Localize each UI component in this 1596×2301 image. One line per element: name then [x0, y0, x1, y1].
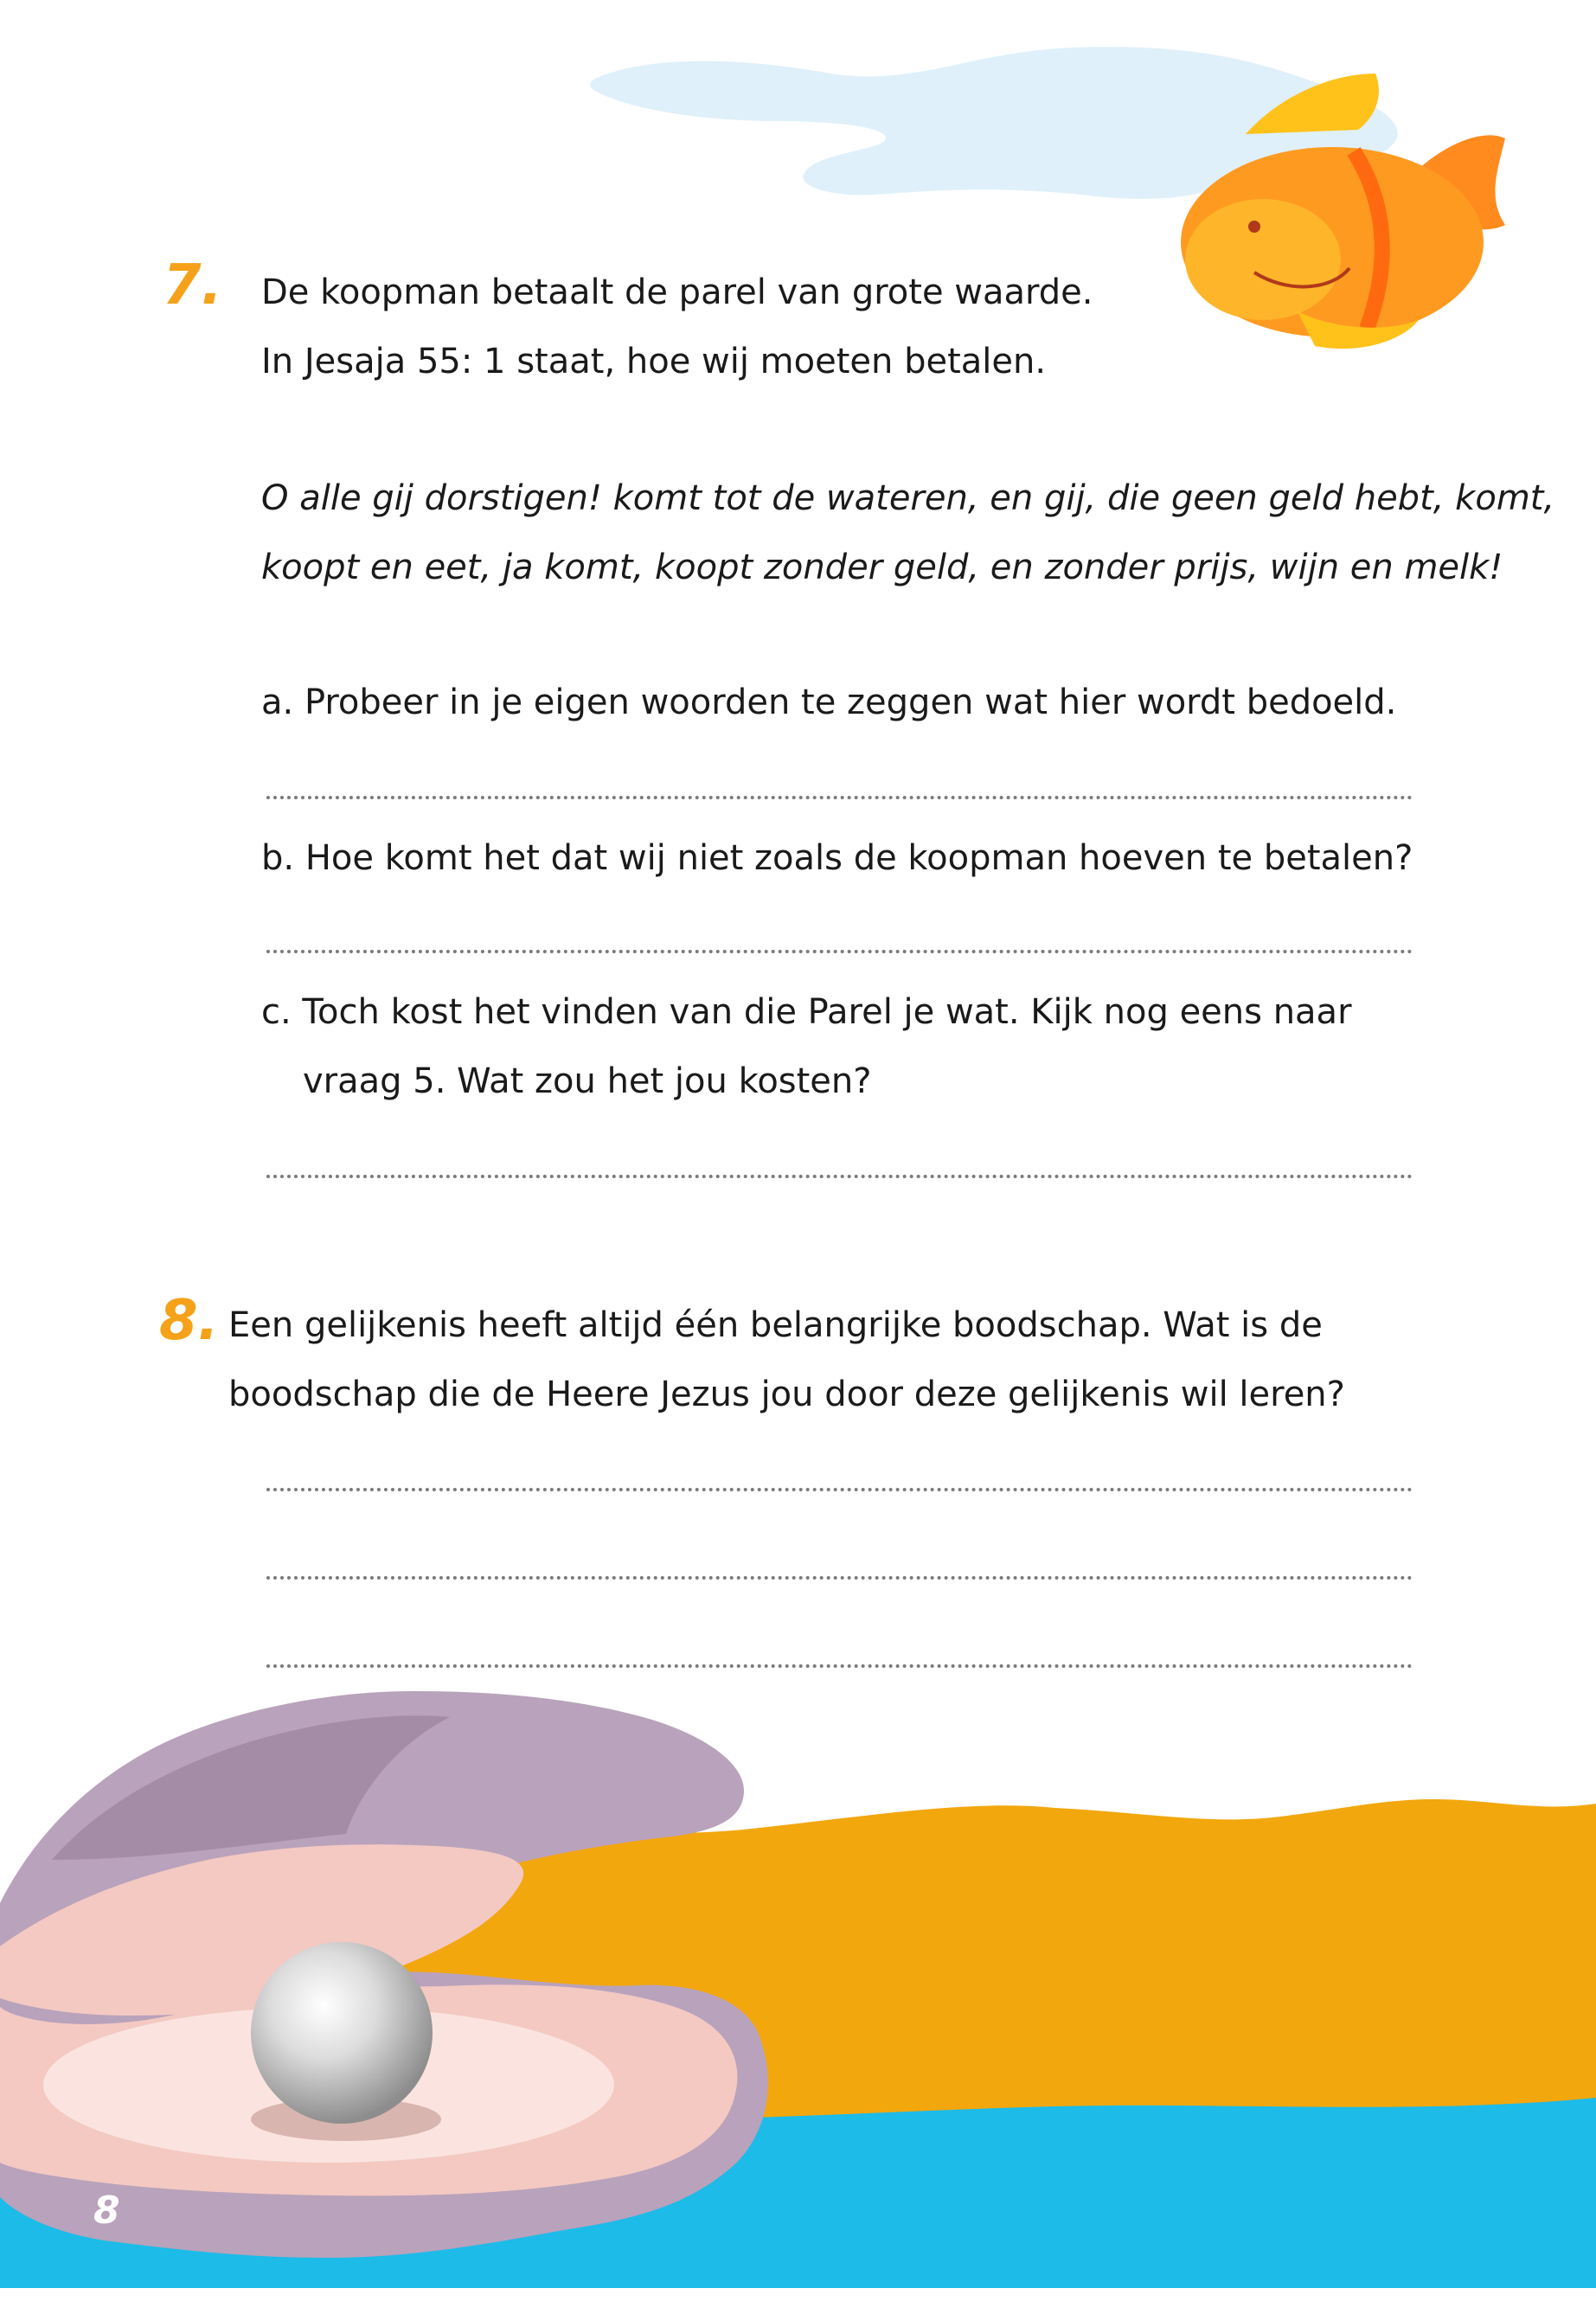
question-7-intro-line1: De koopman betaalt de parel van grote waarde.	[261, 272, 1093, 312]
question-7-number: 7.	[163, 253, 222, 317]
page-number: 8	[93, 2189, 120, 2233]
question-8-number: 8.	[159, 1289, 219, 1353]
question-7a: a. Probeer in je eigen woorden te zeggen wat hier wordt bedoeld.	[261, 683, 1397, 722]
fish-face	[1185, 199, 1341, 320]
question-8-line2: boodschap die de Heere Jezus jou door deze gelijkenis wil leren?	[228, 1375, 1345, 1414]
answer-line-8-2[interactable]	[266, 1576, 1413, 1580]
answer-line-8-1[interactable]	[266, 1488, 1413, 1491]
question-8-line1: Een gelijkenis heeft altijd één belangrijke boodschap. Wat is de	[228, 1305, 1323, 1345]
answer-line-8-3[interactable]	[266, 1664, 1413, 1668]
answer-line-7c[interactable]	[266, 1175, 1413, 1178]
question-7-intro-line2: In Jesaja 55: 1 staat, hoe wij moeten betalen.	[261, 342, 1047, 381]
question-7-quote-line1: O alle gij dorstigen! komt tot de wateren, en gij, die geen geld hebt, komt,	[261, 478, 1555, 518]
question-7c-line2: vraag 5. Wat zou het jou kosten?	[303, 1061, 872, 1101]
question-7b: b. Hoe komt het dat wij niet zoals de koopman hoeven te betalen?	[261, 838, 1413, 878]
answer-line-7a[interactable]	[266, 796, 1413, 799]
fish-eye	[1248, 221, 1260, 233]
question-7c-line1: c. Toch kost het vinden van die Parel je wat. Kijk nog eens naar	[261, 992, 1352, 1032]
answer-line-7b[interactable]	[266, 950, 1413, 953]
pearl	[251, 1942, 433, 2124]
question-7-quote-line2: koopt en eet, ja komt, koopt zonder geld, en zonder prijs, wijn en melk!	[261, 548, 1503, 587]
